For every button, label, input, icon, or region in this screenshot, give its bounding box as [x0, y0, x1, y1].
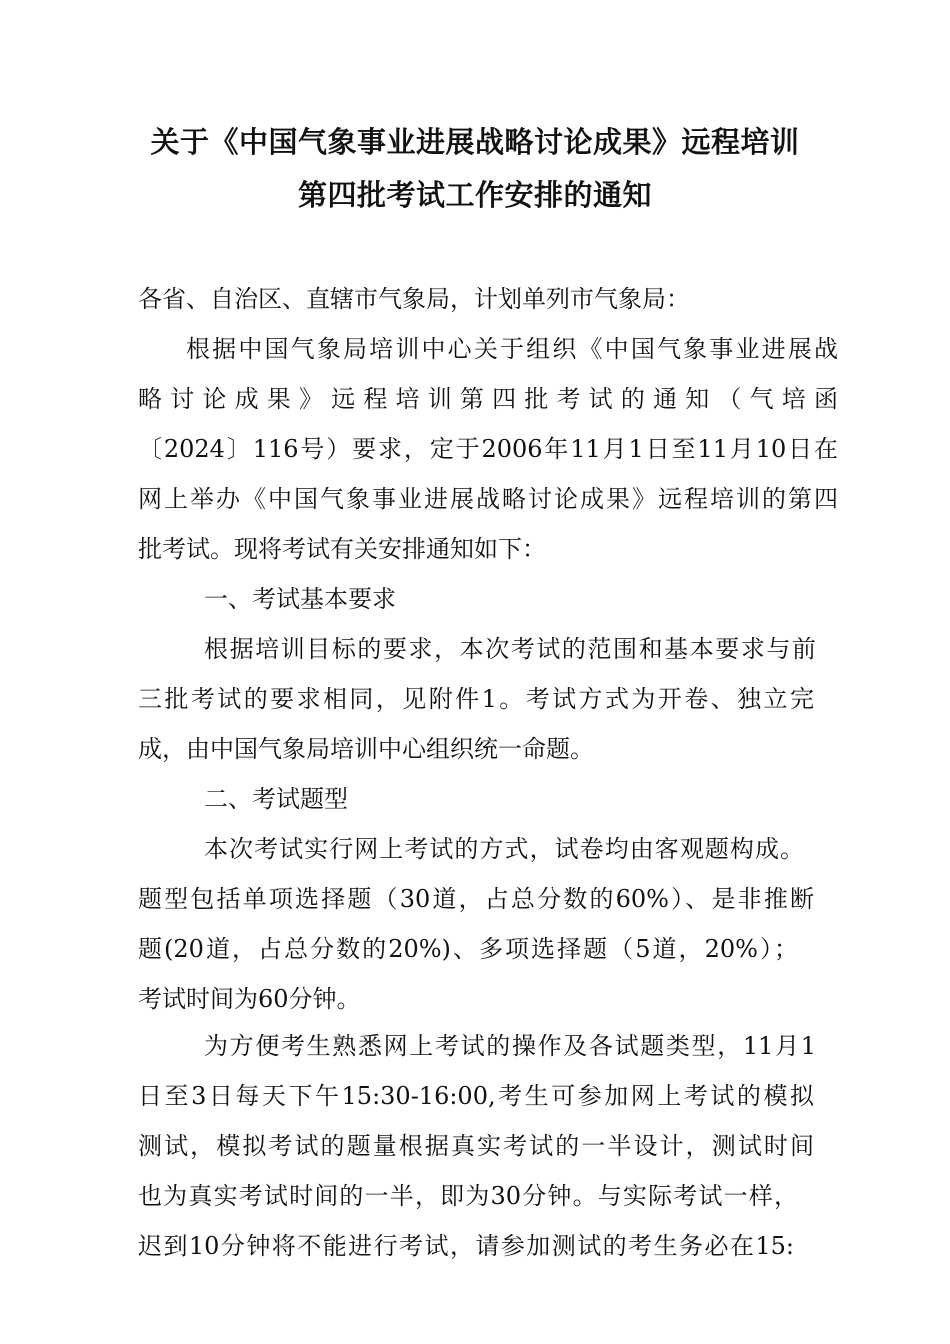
body-line: 测试，模拟考试的题量根据真实考试的一半设计，测试时间 — [138, 1132, 814, 1160]
body-line: 本次考试实行网上考试的方式，试卷均由客观题构成。 — [204, 835, 804, 863]
body-line: 也为真实考试时间的一半，即为30分钟。与实际考试一样， — [138, 1182, 798, 1210]
body-line: 为方便考生熟悉网上考试的操作及各试题类型，11月1 — [204, 1032, 816, 1060]
body-line: 根据培训目标的要求，本次考试的范围和基本要求与前 — [204, 635, 816, 663]
section-heading-1: 一、考试基本要求 — [204, 585, 396, 613]
body-line: 考试时间为60分钟。 — [138, 985, 361, 1013]
body-line: 网上举办《中国气象事业进展战略讨论成果》远程培训的第四 — [138, 485, 838, 513]
body-line: 批考试。现将考试有关安排通知如下： — [138, 535, 546, 563]
body-line: 成，由中国气象局培训中心组织统一命题。 — [138, 735, 594, 763]
notice-title-line-1: 关于《中国气象事业进展战略讨论成果》远程培训 — [150, 125, 800, 159]
body-line: 根据中国气象局培训中心关于组织《中国气象事业进展战 — [186, 335, 838, 363]
body-line: 题型包括单项选择题（30道，占总分数的60%）、是非推断 — [138, 885, 814, 913]
section-heading-2: 二、考试题型 — [204, 785, 348, 813]
body-line: 日至3日每天下午15:30-16:00,考生可参加网上考试的模拟 — [138, 1082, 814, 1110]
body-line: 三批考试的要求相同，见附件1。考试方式为开卷、独立完 — [138, 685, 814, 713]
body-line: 题(20道，占总分数的20%)、多项选择题（5道，20%）； — [138, 935, 798, 963]
body-line: 略 讨 论 成 果 》 远 程 培 训 第 四 批 考 试 的 通 知 （ 气 培 函 — [138, 385, 838, 413]
body-line: 迟到10分钟将不能进行考试，请参加测试的考生务必在15: — [138, 1232, 794, 1260]
body-line: 〔2024〕116号）要求，定于2006年11月1日至11月10日在 — [138, 435, 838, 463]
salutation: 各省、自治区、直辖市气象局，计划单列市气象局： — [138, 285, 690, 313]
notice-title-line-2: 第四批考试工作安排的通知 — [297, 178, 652, 212]
